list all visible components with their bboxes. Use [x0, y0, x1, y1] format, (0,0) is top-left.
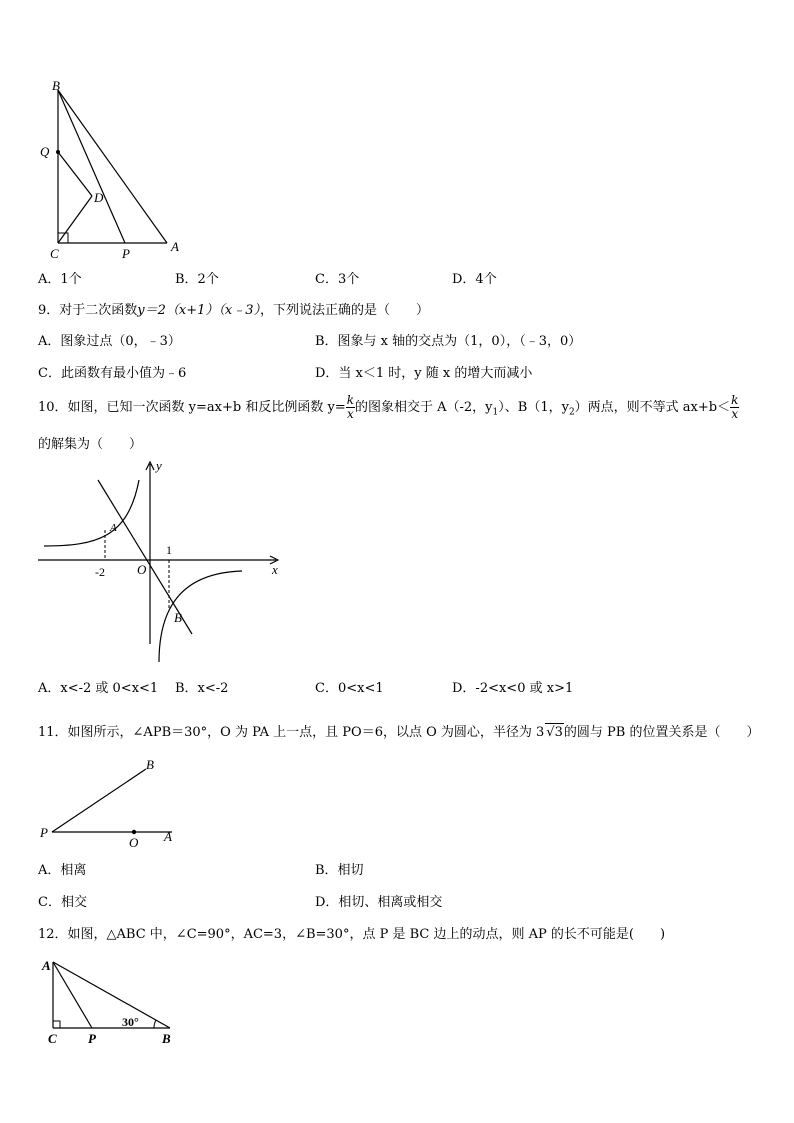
q8-label-P: P	[122, 246, 130, 261]
q12-label-B: B	[162, 1031, 171, 1046]
q9-suffix: ，下列说法正确的是（ ）	[260, 303, 430, 318]
q12-label-C: C	[48, 1031, 57, 1046]
q11-angle-figure	[36, 755, 186, 850]
q10-fraction-2: $\frac{k}{x}$	[731, 393, 739, 421]
q9-expression: y＝2（x+1）（x﹣3）	[137, 303, 260, 318]
q12-angle-label: 30°	[122, 1015, 139, 1029]
q11-label-O: O	[129, 835, 139, 850]
q8-option-d[interactable]: D．4个	[452, 272, 497, 287]
q10-question: 10．如图，已知一次函数 y=ax+b 和反比例函数 y= $\frac{k}{x}$ 的图象相交于 A（-2，$y_1$）、B（1，$y_2$）两点，则不等式 ax+b＜ $\frac{k}{x}$	[38, 393, 739, 421]
q11-sqrt: √3	[546, 725, 563, 740]
q11-option-b[interactable]: B．相切	[315, 863, 364, 878]
q11-option-a[interactable]: A．相离	[38, 863, 87, 878]
q11-part1: 11．如图所示，∠APB＝30°，O 为 PA 上一点，且 PO＝6，以点 O 为圆心，半径为 3	[38, 725, 545, 740]
q10-part1: 10．如图，已知一次函数 y=ax+b 和反比例函数 y=	[38, 400, 346, 415]
q10-option-d[interactable]: D．-2<x<0 或 x>1	[452, 681, 574, 696]
q11-option-d[interactable]: D．相切、相离或相交	[315, 895, 443, 910]
q9-question	[38, 302, 429, 320]
q10-label-B: B	[174, 610, 182, 625]
q8-label-C: C	[50, 246, 59, 261]
q9-option-a[interactable]: A．图象过点（0，﹣3）	[38, 334, 181, 349]
q8-option-a[interactable]: A．1个	[38, 272, 82, 287]
q10-question-line2: 的解集为（ ）	[38, 437, 143, 452]
q12-triangle-figure	[36, 950, 186, 1050]
q10-part2: 的图象相交于 A（-2，y	[355, 400, 493, 415]
q10-part4: ）两点，则不等式 ax+b＜	[574, 400, 731, 415]
q9-prefix: 9．对于二次函数	[38, 303, 138, 318]
q10-option-a[interactable]: A．x<-2 或 0<x<1	[38, 681, 159, 696]
q8-label-B: B	[52, 78, 60, 93]
q9-option-c[interactable]: C．此函数有最小值为﹣6	[38, 366, 187, 381]
q12-question: 12．如图，△ABC 中，∠C=90°，AC=3，∠B=30°，点 P 是 BC 边上的动点，则 AP 的长不可能是( )	[38, 927, 666, 942]
q9-option-b[interactable]: B．图象与 x 轴的交点为（1，0），（﹣3，0）	[315, 334, 582, 349]
q11-label-A: A	[164, 829, 172, 844]
q8-label-Q: Q	[40, 144, 50, 159]
q10-tick-1: 1	[166, 543, 172, 557]
q10-label-y: y	[156, 458, 162, 473]
q11-question	[38, 723, 759, 742]
q8-option-b[interactable]: B．2个	[175, 272, 219, 287]
q10-fraction-1: $\frac{k}{x}$	[346, 393, 354, 421]
q12-label-P: P	[88, 1031, 96, 1046]
q11-option-c[interactable]: C．相交	[38, 895, 87, 910]
q8-label-A: A	[171, 239, 179, 254]
q10-tick-neg2: -2	[95, 565, 105, 579]
q10-label-A: A	[110, 522, 117, 534]
q8-triangle-figure	[30, 78, 190, 263]
q10-label-x: x	[272, 562, 278, 577]
q8-label-D: D	[94, 190, 104, 205]
q10-part3: ）、B（1，y	[498, 400, 569, 415]
q8-option-c[interactable]: C．3个	[315, 272, 360, 287]
q11-part2: 的圆与 PB 的位置关系是（ ）	[563, 725, 760, 740]
q10-option-c[interactable]: C．0<x<1	[315, 681, 384, 696]
q11-label-B: B	[146, 757, 154, 772]
q10-graph-figure	[36, 458, 286, 666]
q12-label-A: A	[42, 958, 51, 973]
q11-label-P: P	[40, 825, 48, 840]
q9-option-d[interactable]: D．当 x＜1 时，y 随 x 的增大而减小	[315, 366, 533, 381]
q10-option-b[interactable]: B．x<-2	[175, 681, 229, 696]
q10-label-origin: O	[137, 562, 147, 577]
